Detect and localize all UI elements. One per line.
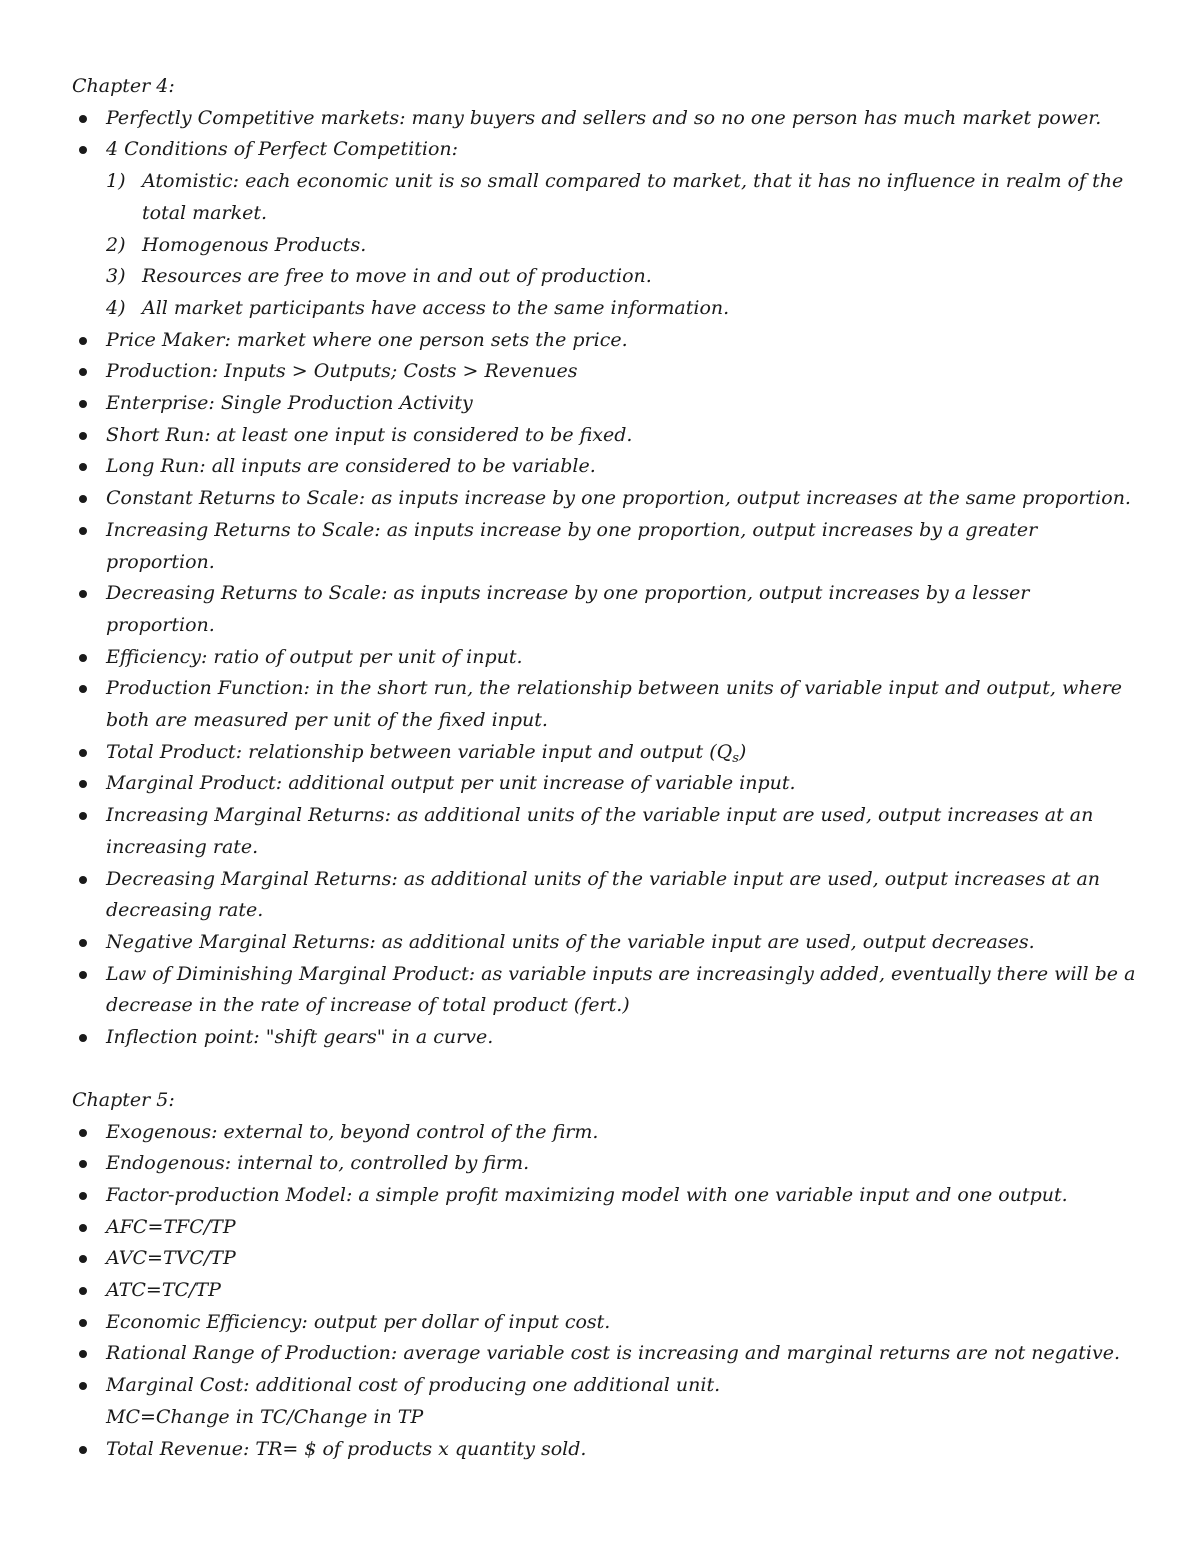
list-item: Long Run: all inputs are considered to be variable. [72, 451, 1140, 483]
condition-item [106, 230, 1140, 262]
list-item [72, 737, 1140, 769]
chapter-5-list [72, 1117, 1140, 1466]
list-item: ATC=TC/TP [72, 1275, 1140, 1307]
condition-item [106, 166, 1140, 229]
list-item: Inflection point: "shift gears" in a curve. [72, 1022, 1140, 1054]
condition-text: Homogenous Products. [142, 233, 367, 256]
list-item: Production: Inputs > Outputs; Costs > Revenues [72, 356, 1140, 388]
conditions-list [106, 166, 1140, 325]
condition-item [106, 293, 1140, 325]
list-item: Constant Returns to Scale: as inputs increase by one proportion, output increases at the same proportion. [72, 483, 1140, 515]
marginal-cost-formula: MC=Change in TC/Change in TP [106, 1405, 424, 1428]
condition-number: 1) [106, 170, 126, 193]
list-item [72, 1370, 1140, 1433]
list-item: Efficiency: ratio of output per unit of input. [72, 642, 1140, 674]
list-item: Marginal Product: additional output per unit increase of variable input. [72, 768, 1140, 800]
condition-number: 4) [106, 296, 126, 319]
condition-text: Resources are free to move in and out of production. [142, 265, 652, 288]
list-item: Total Revenue: TR= $ of products x quantity sold. [72, 1434, 1140, 1466]
list-item: Negative Marginal Returns: as additional units of the variable input are used, output decreases. [72, 927, 1140, 959]
list-item: Exogenous: external to, beyond control of the firm. [72, 1117, 1140, 1149]
list-item: Perfectly Competitive markets: many buyers and sellers and so no one person has much market power. [72, 103, 1140, 135]
list-item: Economic Efficiency: output per dollar of input cost. [72, 1307, 1140, 1339]
subscript-s: s [732, 750, 739, 766]
list-item: Price Maker: market where one person sets the price. [72, 325, 1140, 357]
list-item: AFC=TFC/TP [72, 1212, 1140, 1244]
list-item: Production Function: in the short run, the relationship between units of variable input and output, where both are measured per unit of the fixed input. [72, 673, 1140, 736]
condition-text: Atomistic: each economic unit is so small compared to market, that it has no influence in realm of the total market. [142, 170, 1124, 224]
list-item: Enterprise: Single Production Activity [72, 388, 1140, 420]
list-item: Decreasing Returns to Scale: as inputs increase by one proportion, output increases by a lesser proportion. [72, 578, 1140, 641]
condition-text: All market participants have access to the same information. [142, 296, 730, 319]
list-item: Endogenous: internal to, controlled by firm. [72, 1148, 1140, 1180]
list-item: Rational Range of Production: average variable cost is increasing and marginal returns are not negative. [72, 1338, 1140, 1370]
list-item: Increasing Returns to Scale: as inputs increase by one proportion, output increases by a greater proportion. [72, 515, 1140, 578]
list-item: Short Run: at least one input is considered to be fixed. [72, 420, 1140, 452]
condition-number: 2) [106, 233, 126, 256]
list-item [72, 134, 1140, 324]
closing-paren: ) [738, 740, 747, 763]
list-item: Law of Diminishing Marginal Product: as variable inputs are increasingly added, eventually there will be a decrease in the rate of increase of total product (fert.) [72, 959, 1140, 1022]
list-item: Increasing Marginal Returns: as additional units of the variable input are used, output increases at an increasing rate. [72, 800, 1140, 863]
chapter-4-heading: Chapter 4: [72, 75, 175, 97]
list-item: Factor-production Model: a simple profit maximizing model with one variable input and one output. [72, 1180, 1140, 1212]
list-item: AVC=TVC/TP [72, 1243, 1140, 1275]
list-item-text: 4 Conditions of Perfect Competition: [106, 138, 459, 161]
chapter-4-list [72, 103, 1140, 1054]
condition-number: 3) [106, 265, 126, 288]
list-item: Decreasing Marginal Returns: as additional units of the variable input are used, output increases at an decreasing rate. [72, 864, 1140, 927]
marginal-cost-line: Marginal Cost: additional cost of producing one additional unit. [106, 1374, 721, 1397]
condition-item [106, 261, 1140, 293]
total-product-text: Total Product: relationship between variable input and output (Q [106, 740, 733, 763]
chapter-5-heading: Chapter 5: [72, 1088, 175, 1111]
